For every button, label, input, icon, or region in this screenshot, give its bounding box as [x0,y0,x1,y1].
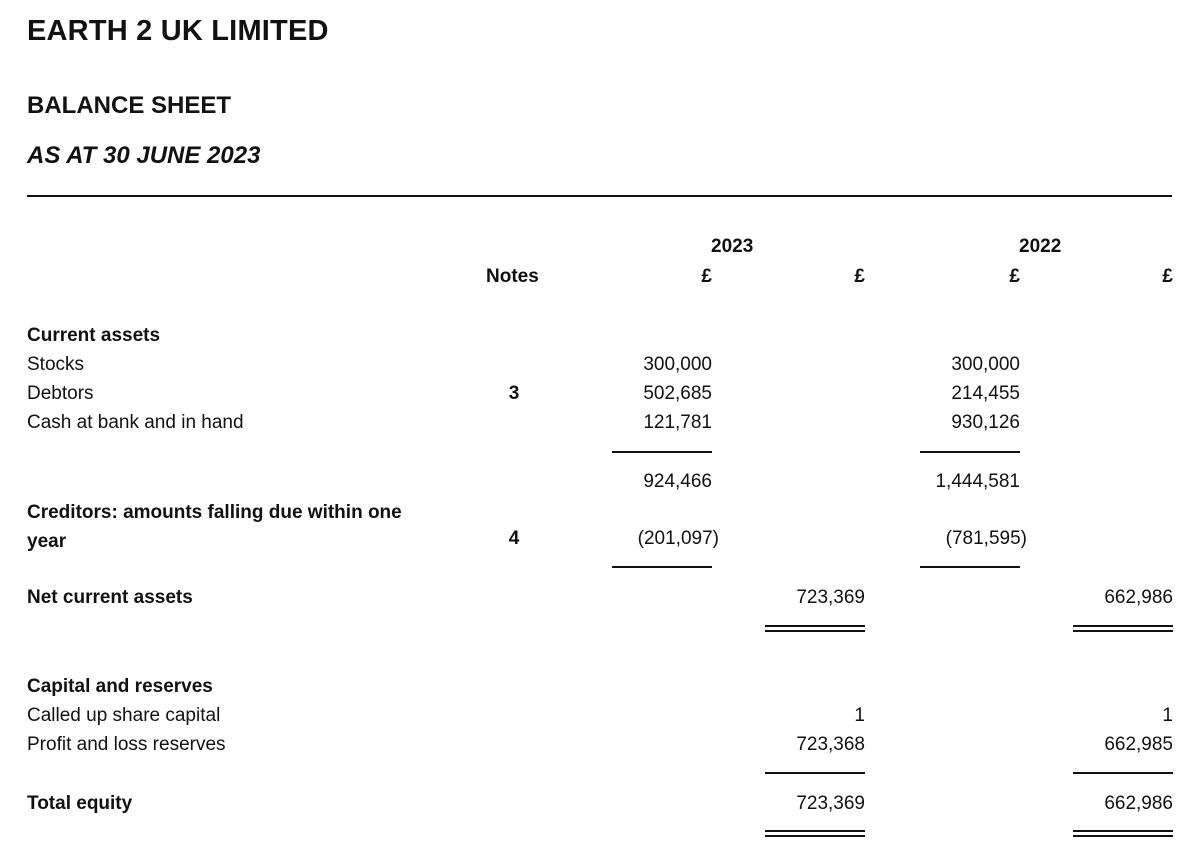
total-equity-2023: 723,369 [796,793,865,814]
total-equity-double-rule-2023 [765,830,865,837]
profit-loss-2023: 723,368 [796,734,865,755]
row-label-creditors-line2: year [27,531,67,552]
share-capital-2022: 1 [1162,705,1173,726]
statement-title: BALANCE SHEET [27,92,232,119]
net-current-assets-2022: 662,986 [1104,587,1173,608]
creditors-2023: (201,097) [637,528,719,549]
section-capital-and-reserves: Capital and reserves [27,676,213,697]
currency-header-2022-b: £ [1162,266,1173,287]
subtotal-rule-2023 [612,451,712,453]
creditors-rule-2022 [920,566,1020,568]
net-assets-double-rule-2023 [765,625,865,632]
net-current-assets-2023: 723,369 [796,587,865,608]
equity-rule-2023 [765,772,865,774]
current-assets-total-2023: 924,466 [643,471,712,492]
row-label-stocks: Stocks [27,354,85,375]
row-label-total-equity: Total equity [27,793,133,814]
net-assets-double-rule-2022 [1073,625,1173,632]
total-equity-2022: 662,986 [1104,793,1173,814]
debtors-note: 3 [508,383,520,404]
currency-header-2023-a: £ [701,266,712,287]
creditors-2022: (781,595) [945,528,1027,549]
row-label-creditors-line1: Creditors: amounts falling due within one [27,502,402,523]
cash-2023: 121,781 [643,412,712,433]
equity-rule-2022 [1073,772,1173,774]
notes-header: Notes [486,266,539,287]
creditors-note: 4 [508,528,520,549]
row-label-debtors: Debtors [27,383,94,404]
stocks-2023: 300,000 [643,354,712,375]
profit-loss-2022: 662,985 [1104,734,1173,755]
row-label-profit-loss: Profit and loss reserves [27,734,226,755]
currency-header-2023-b: £ [854,266,865,287]
year-2022-header: 2022 [1019,236,1062,257]
debtors-2022: 214,455 [951,383,1020,404]
company-name: EARTH 2 UK LIMITED [27,15,329,47]
share-capital-2023: 1 [854,705,865,726]
row-label-share-capital: Called up share capital [27,705,221,726]
row-label-cash: Cash at bank and in hand [27,412,244,433]
section-current-assets: Current assets [27,325,161,346]
year-2023-header: 2023 [711,236,754,257]
debtors-2023: 502,685 [643,383,712,404]
row-label-net-current-assets: Net current assets [27,587,193,608]
creditors-rule-2023 [612,566,712,568]
stocks-2022: 300,000 [951,354,1020,375]
subtotal-rule-2022 [920,451,1020,453]
total-equity-double-rule-2022 [1073,830,1173,837]
statement-date: AS AT 30 JUNE 2023 [27,142,261,169]
header-divider [27,195,1172,197]
cash-2022: 930,126 [951,412,1020,433]
currency-header-2022-a: £ [1009,266,1020,287]
current-assets-total-2022: 1,444,581 [935,471,1020,492]
